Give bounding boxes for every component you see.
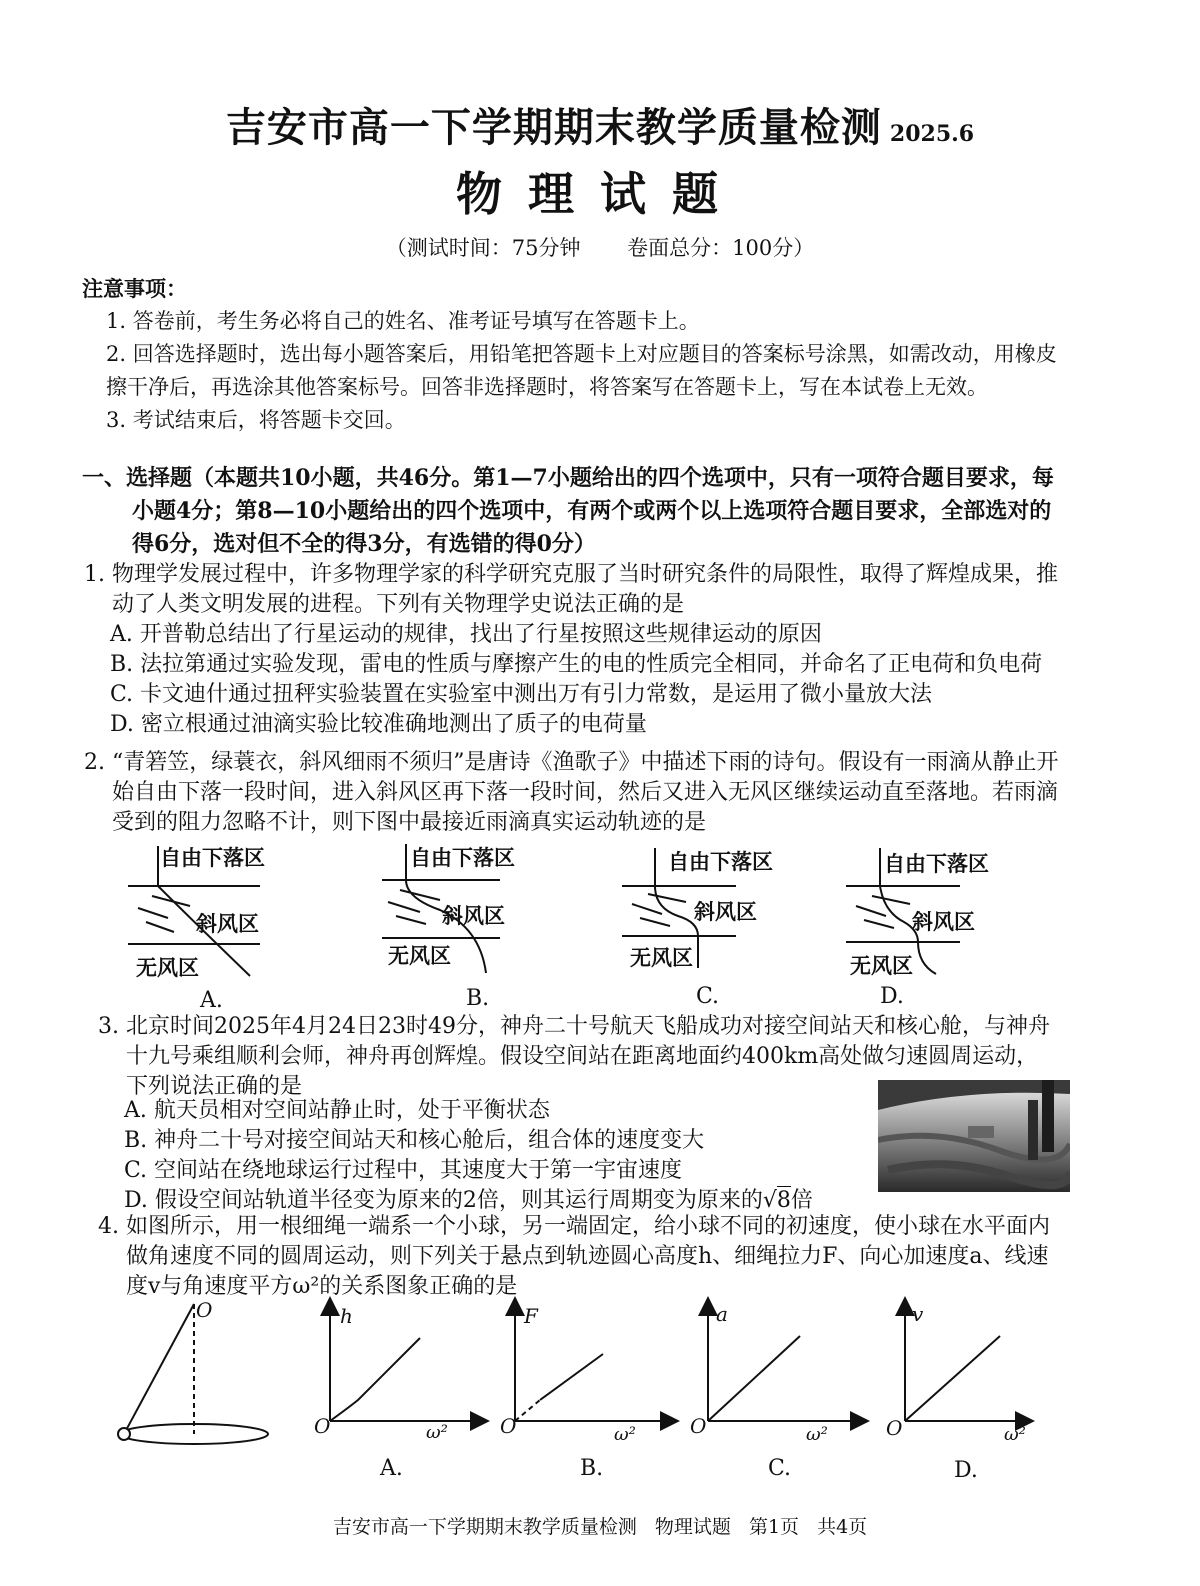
- q4-graphs: [300, 1296, 1040, 1456]
- zone-wind-label-c: 斜风区: [694, 900, 757, 924]
- question-1-option-a: A. 开普勒总结出了行星运动的规律，找出了行星按照这些规律运动的原因: [110, 622, 822, 647]
- q4-graph-d-origin: O: [886, 1416, 903, 1440]
- question-4: [98, 1212, 1058, 1302]
- zone-calm-label-a: 无风区: [136, 956, 199, 980]
- zone-wind-label-b: 斜风区: [442, 904, 505, 928]
- page-footer: [0, 1512, 1200, 1539]
- exam-title: 吉安市高一下学期期末教学质量检测: [225, 104, 882, 151]
- question-3-stem: 3. 北京时间2025年4月24日23时49分，神舟二十号航天飞船成功对接空间站天和核心舱，与神舟十九号乘组顺利会师，神舟再创辉煌。假设空间站在距离地面约400km高处做匀速圆周运动，下列说法正确的是: [98, 1014, 1050, 1099]
- question-3-option-c: C. 空间站在绕地球运行过程中，其速度大于第一宇宙速度: [124, 1158, 683, 1183]
- zone-wind-label-a: 斜风区: [196, 912, 259, 936]
- question-3-option-d-radicand: 8: [776, 1188, 791, 1213]
- q4-graph-c-origin: O: [690, 1414, 707, 1438]
- question-2-stem: 2. “青箬笠，绿蓑衣，斜风细雨不须归”是唐诗《渔歌子》中描述下雨的诗句。假设有一雨滴从静止开始自由下落一段时间，进入斜风区再下落一段时间，然后又进入无风区继续运动直至落地。若雨滴受到的阻力忽略不计，则下图中最接近雨滴真实运动轨迹的是: [84, 750, 1059, 835]
- question-3-option-d: D. 假设空间站轨道半径变为原来的2倍，则其运行周期变为原来的√8倍: [124, 1188, 813, 1213]
- zone-free-label-a: 自由下落区: [160, 846, 265, 870]
- zone-free-label-c: 自由下落区: [668, 850, 773, 874]
- question-3-option-d-suffix: 倍: [790, 1188, 813, 1213]
- q4-graph-a-x-label: ω²: [426, 1422, 448, 1443]
- question-1-option-c: C. 卡文迪什通过扭秤实验装置在实验室中测出万有引力常数，是运用了微小量放大法: [110, 682, 933, 707]
- question-1: [84, 560, 1064, 740]
- note-item: 2. 回答选择题时，选出每小题答案后，用铅笔把答题卡上对应题目的答案标号涂黑，如需改动，用橡皮擦干净后，再选涂其他答案标号。回答非选择题时，将答案写在答题卡上，写在本试卷上无效。: [106, 342, 1057, 399]
- q4-graph-b-origin: O: [500, 1414, 517, 1438]
- zone-free-label-d: 自由下落区: [884, 852, 989, 876]
- q4-graph-a-y-label: h: [340, 1304, 353, 1328]
- q4-choice-b: B.: [580, 1456, 604, 1481]
- q4-graph-d-x-label: ω²: [1004, 1424, 1026, 1445]
- question-1-stem: 1. 物理学发展过程中，许多物理学家的科学研究克服了当时研究条件的局限性，取得了辉煌成果，推动了人类文明发展的进程。下列有关物理学史说法正确的是: [84, 562, 1058, 617]
- question-3-option-a: A. 航天员相对空间站静止时，处于平衡状态: [124, 1098, 550, 1123]
- time-info: （测试时间：75分钟: [385, 236, 581, 260]
- title-row: [0, 96, 1200, 153]
- q2-choice-a: A.: [200, 988, 223, 1013]
- question-2: [84, 748, 1064, 838]
- q4-choice-d: D.: [954, 1458, 978, 1483]
- footer-subject: 物理试题: [654, 1516, 731, 1538]
- zone-calm-label-b: 无风区: [388, 944, 451, 968]
- question-1-option-b: B. 法拉第通过实验发现，雷电的性质与摩擦产生的电的性质完全相同，并命名了正电荷和负电荷: [110, 652, 1043, 677]
- notes-heading: 注意事项：: [82, 276, 187, 301]
- zone-calm-label-c: 无风区: [630, 946, 693, 970]
- q2-choice-b: B.: [466, 986, 490, 1011]
- footer-total: 共4页: [817, 1516, 868, 1538]
- score-info: 卷面总分：100分）: [627, 236, 815, 260]
- q4-graph-c-y-label: a: [716, 1302, 728, 1326]
- q2-choice-d: D.: [880, 984, 904, 1009]
- question-4-stem: 4. 如图所示，用一根细绳一端系一个小球，另一端固定，给小球不同的初速度，使小球在水平面内做角速度不同的圆周运动，则下列关于悬点到轨迹圆心高度h、细绳拉力F、向心加速度a、线速度v与角速度平方ω²的关系图象正确的是: [98, 1214, 1050, 1299]
- footer-exam: 吉安市高一下学期期末教学质量检测: [332, 1516, 637, 1538]
- footer-page: 第1页: [748, 1516, 800, 1538]
- question-3-option-d-text: D. 假设空间站轨道半径变为原来的2倍，则其运行周期变为原来的: [124, 1188, 763, 1213]
- notes: [82, 272, 1062, 437]
- section-1-heading: 一、选择题（本题共10小题，共46分。第1—7小题给出的四个选项中，只有一项符合题目要求，每小题4分；第8—10小题给出的四个选项中，有两个或两个以上选项符合题目要求，全部选对的得6分，选对但不全的得3分，有选错的得0分）: [82, 465, 1054, 557]
- subject-title: 物理试题: [456, 167, 744, 221]
- q4-choice-c: C.: [768, 1456, 792, 1481]
- q4-graph-a-origin: O: [314, 1414, 331, 1438]
- suspension-point-label: O: [196, 1298, 213, 1322]
- q4-graph-b-x-label: ω²: [614, 1424, 636, 1445]
- question-3-options: [98, 1096, 878, 1216]
- note-item: 3. 考试结束后，将答题卡交回。: [106, 408, 406, 432]
- q4-choice-a: A.: [380, 1456, 403, 1481]
- exam-date: 2025.6: [889, 121, 975, 147]
- question-1-option-d: D. 密立根通过油滴实验比较准确地测出了质子的电荷量: [110, 712, 647, 737]
- q2-choice-c: C.: [696, 984, 720, 1009]
- note-item: 1. 答卷前，考生务必将自己的姓名、准考证号填写在答题卡上。: [106, 309, 700, 333]
- q4-graph-b-y-label: F: [524, 1304, 538, 1328]
- q4-graph-c-x-label: ω²: [806, 1424, 828, 1445]
- zone-free-label-b: 自由下落区: [410, 846, 515, 870]
- zone-calm-label-d: 无风区: [850, 954, 913, 978]
- section-heading: [82, 462, 1072, 561]
- q4-graph-d-y-label: v: [912, 1302, 924, 1326]
- question-3-option-b: B. 神舟二十号对接空间站天和核心舱后，组合体的速度变大: [124, 1128, 705, 1153]
- space-station-photo: [878, 1080, 1070, 1192]
- exam-meta: [0, 232, 1200, 262]
- zone-wind-label-d: 斜风区: [912, 910, 975, 934]
